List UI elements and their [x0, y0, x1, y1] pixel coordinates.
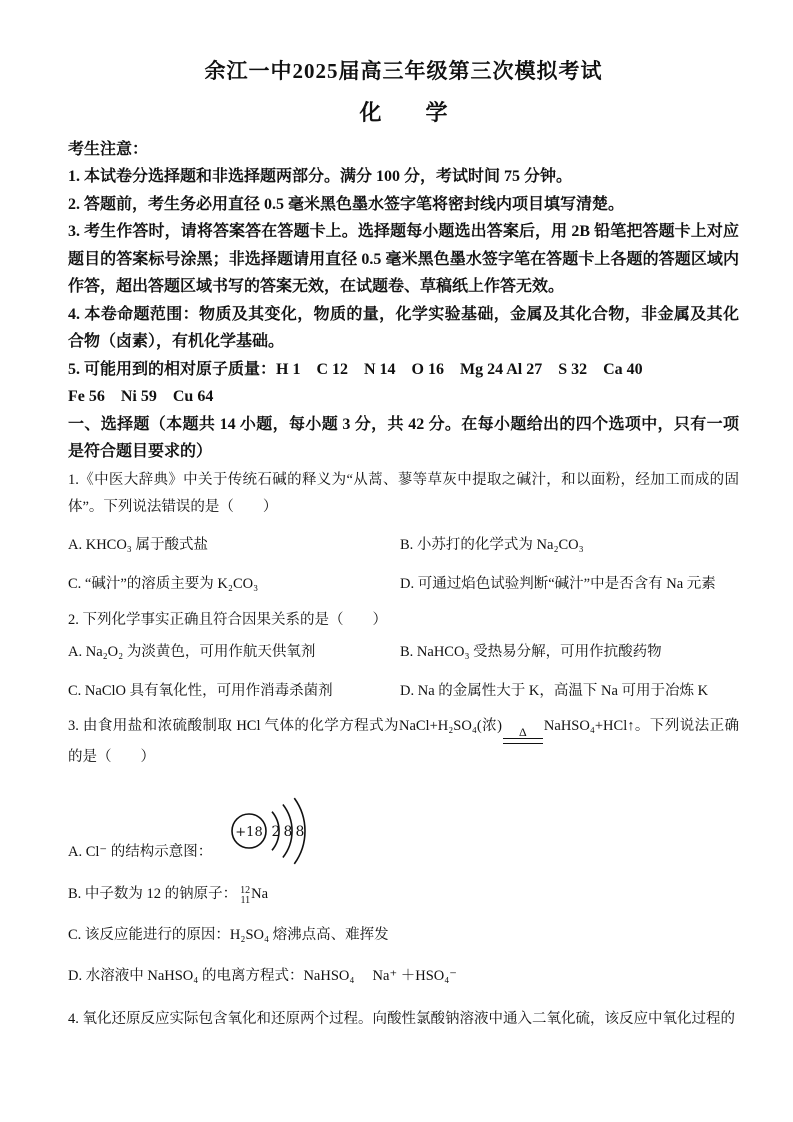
shell-3-electron-count: 8 — [295, 823, 305, 840]
equation-right-side: NaHSO₄+HCl↑ — [543, 718, 635, 734]
q1-option-c: C. “碱汁”的溶质主要为 K₂CO₃ — [68, 575, 259, 592]
notice-item-4: 4. 本卷命题范围：物质及其变化，物质的量，化学实验基础，金属及其化合物，非金属及其化合物（卤素），有机化学基础。 — [68, 305, 739, 350]
q2-option-d: D. Na 的金属性大于 K，高温下 Na 可用于冶炼 K — [400, 683, 709, 699]
isotope-notation — [240, 886, 250, 905]
q3-option-a — [68, 786, 739, 868]
page-title: 余江一中2025届高三年级第三次模拟考试 — [204, 59, 603, 83]
q1-options-row-2 — [68, 571, 739, 598]
q2-option-a: A. Na₂O₂ 为淡黄色，可用作航天供氧剂 — [68, 644, 316, 660]
notice-item-3: 3. 考生作答时，请将答案答在答题卡上。选择题每小题选出答案后，用 2B 铅笔把答题卡上对应题目的答案标号涂黑；非选择题请用直径 0.5 毫米黑色墨水签字笔在答题卡上各题的答题区域内作答，超出答题区域书写的答案无效，在试题卷、草稿纸上作答无效。 — [68, 223, 739, 295]
q2-options-row-1 — [68, 639, 739, 666]
notice-item-2: 2. 答题前，考生务必用直径 0.5 毫米黑色墨水签字笔将密封线内项目填写清楚。 — [68, 195, 625, 213]
delta-heat-symbol: Δ — [519, 725, 527, 739]
notice-item-5-continued: Fe 56 Ni 59 Cu 64 — [68, 388, 214, 405]
q3-stem-prefix: 3. 由食用盐和浓硫酸制取 HCl 气体的化学方程式为 — [68, 718, 399, 734]
q2-option-c: C. NaClO 具有氧化性，可用作消毒杀菌剂 — [68, 683, 333, 699]
q3-chemical-equation — [398, 718, 635, 739]
reaction-condition — [503, 727, 543, 744]
nucleus-charge-label: +18 — [235, 824, 263, 840]
q1-option-b: B. 小苏打的化学式为 Na₂CO₃ — [400, 536, 584, 553]
notice-item-1: 1. 本试卷分选择题和非选择题两部分。满分 100 分，考试时间 75 分钟。 — [68, 168, 573, 185]
q1-stem: 1.《中医大辞典》中关于传统石碱的释义为“从蒿、蓼等草灰中提取之碱汁，和以面粉，经加工而成的固体”。下列说法错误的是（ ） — [68, 471, 739, 515]
q2-stem: 2. 下列化学事实正确且符合因果关系的是（ ） — [68, 611, 387, 628]
element-symbol: Na — [251, 885, 269, 902]
notice-item-5: 5. 可能用到的相对原子质量：H 1 C 12 N 14 O 16 Mg 24 Al 27 S 32 Ca 40 — [68, 360, 643, 378]
atomic-number: 11 — [240, 894, 251, 906]
section-1-heading: 一、选择题（本题共 14 小题，每小题 3 分，共 42 分。在每小题给出的四个选项中，只有一项是符合题目要求的） — [68, 415, 739, 460]
q3-stem — [68, 713, 739, 772]
question-3 — [68, 713, 739, 990]
notice-heading: 考生注意： — [68, 141, 149, 158]
shell-1-electron-count: 2 — [271, 823, 281, 840]
q3-option-c: C. 该反应能进行的原因：H₂SO₄ 熔沸点高、难挥发 — [68, 926, 389, 943]
question-4 — [68, 1006, 739, 1034]
equation-left-side: NaCl+H₂SO₄(浓) — [398, 718, 502, 734]
q3-option-d: D. 水溶液中 NaHSO₄ 的电离方程式：NaHSO₄ Na⁺ ＋HSO₄⁻ — [68, 967, 457, 984]
q3-stem-suffix: 。下列说法正确的是（ ） — [68, 718, 740, 765]
q1-options-row-1 — [68, 532, 739, 559]
q1-option-a: A. KHCO₃ 属于酸式盐 — [68, 536, 208, 553]
mass-number: 12 — [240, 885, 251, 896]
q1-option-d: D. 可通过焰色试验判断“碱汁”中是否含有 Na 元素 — [400, 575, 716, 592]
question-2 — [68, 607, 739, 706]
q2-option-b: B. NaHCO₃ 受热易分解，可用作抗酸药物 — [400, 644, 662, 660]
q3-option-b-prefix: B. 中子数为 12 的钠原子： — [68, 885, 238, 902]
q4-stem: 4. 氧化还原反应实际包含氧化和还原两个过程。向酸性氯酸钠溶液中通入二氧化硫，该反应中氧化过程的 — [68, 1010, 735, 1027]
atomic-structure-diagram — [226, 790, 344, 872]
question-1 — [68, 467, 739, 598]
q3-option-b — [68, 881, 739, 908]
shell-2-electron-count: 8 — [283, 823, 293, 840]
q2-options-row-2 — [68, 678, 739, 705]
subject-title: 化 学 — [359, 100, 448, 125]
q3-option-a-label: A. Cl⁻ 的结构示意图： — [68, 843, 213, 860]
